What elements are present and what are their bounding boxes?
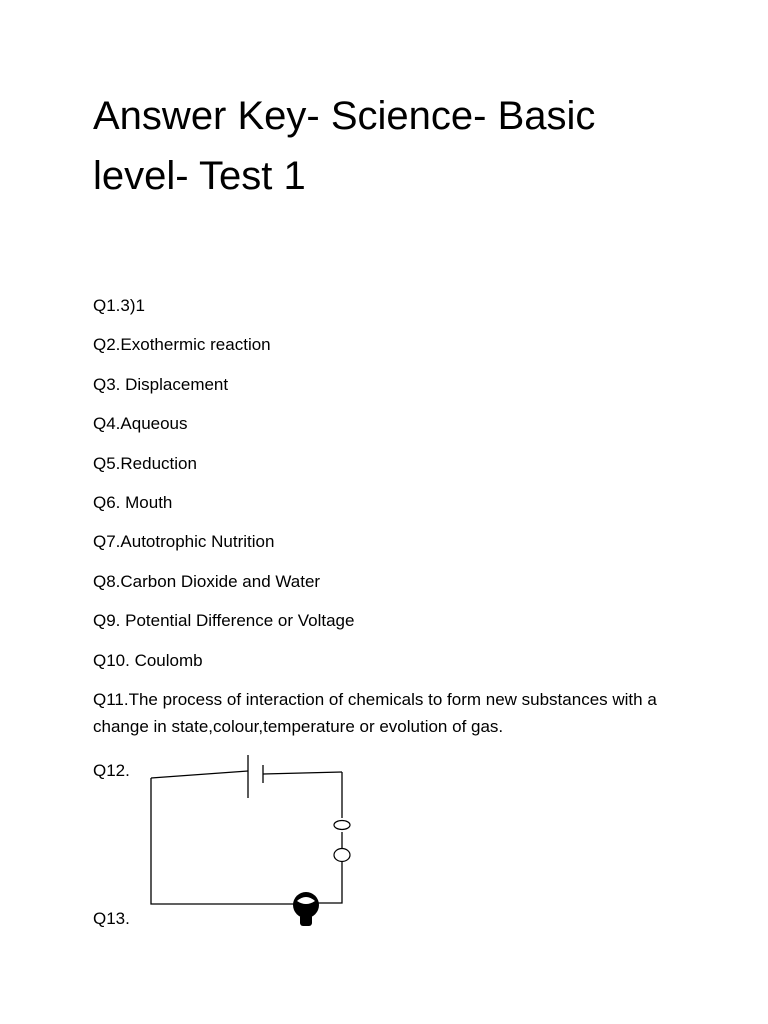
q12-label: Q12. (93, 761, 130, 780)
answer-q9: Q9. Potential Difference or Voltage (93, 611, 355, 631)
answer-q5: Q5.Reduction (93, 453, 197, 473)
answer-q7: Q7.Autotrophic Nutrition (93, 532, 275, 552)
answer-list (93, 296, 693, 754)
cell-icon (248, 755, 263, 798)
circuit-diagram (140, 750, 360, 935)
wire-top-right (263, 772, 342, 774)
wire-top-left (151, 771, 248, 778)
wire-bottom-right (314, 862, 342, 903)
q13-label: Q13. (93, 909, 130, 928)
answer-q10: Q10. Coulomb (93, 650, 203, 670)
answer-q3: Q3. Displacement (93, 374, 229, 394)
answer-q11: Q11.The process of interaction of chemicals to form new substances with a change in state,colour,temperature or evolution of gas. (93, 689, 657, 736)
answer-q1: Q1.3)1 (93, 296, 145, 315)
answer-q8: Q8.Carbon Dioxide and Water (93, 571, 321, 591)
answer-q6: Q6. Mouth (93, 492, 173, 512)
wire-left-bottom (151, 778, 298, 904)
circuit-wires (151, 771, 342, 904)
answer-q4: Q4.Aqueous (93, 414, 188, 434)
bulb-icon (293, 892, 319, 926)
answer-q2: Q2.Exothermic reaction (93, 335, 271, 355)
page-title: Answer Key- Science- Basic level- Test 1 (93, 94, 596, 198)
